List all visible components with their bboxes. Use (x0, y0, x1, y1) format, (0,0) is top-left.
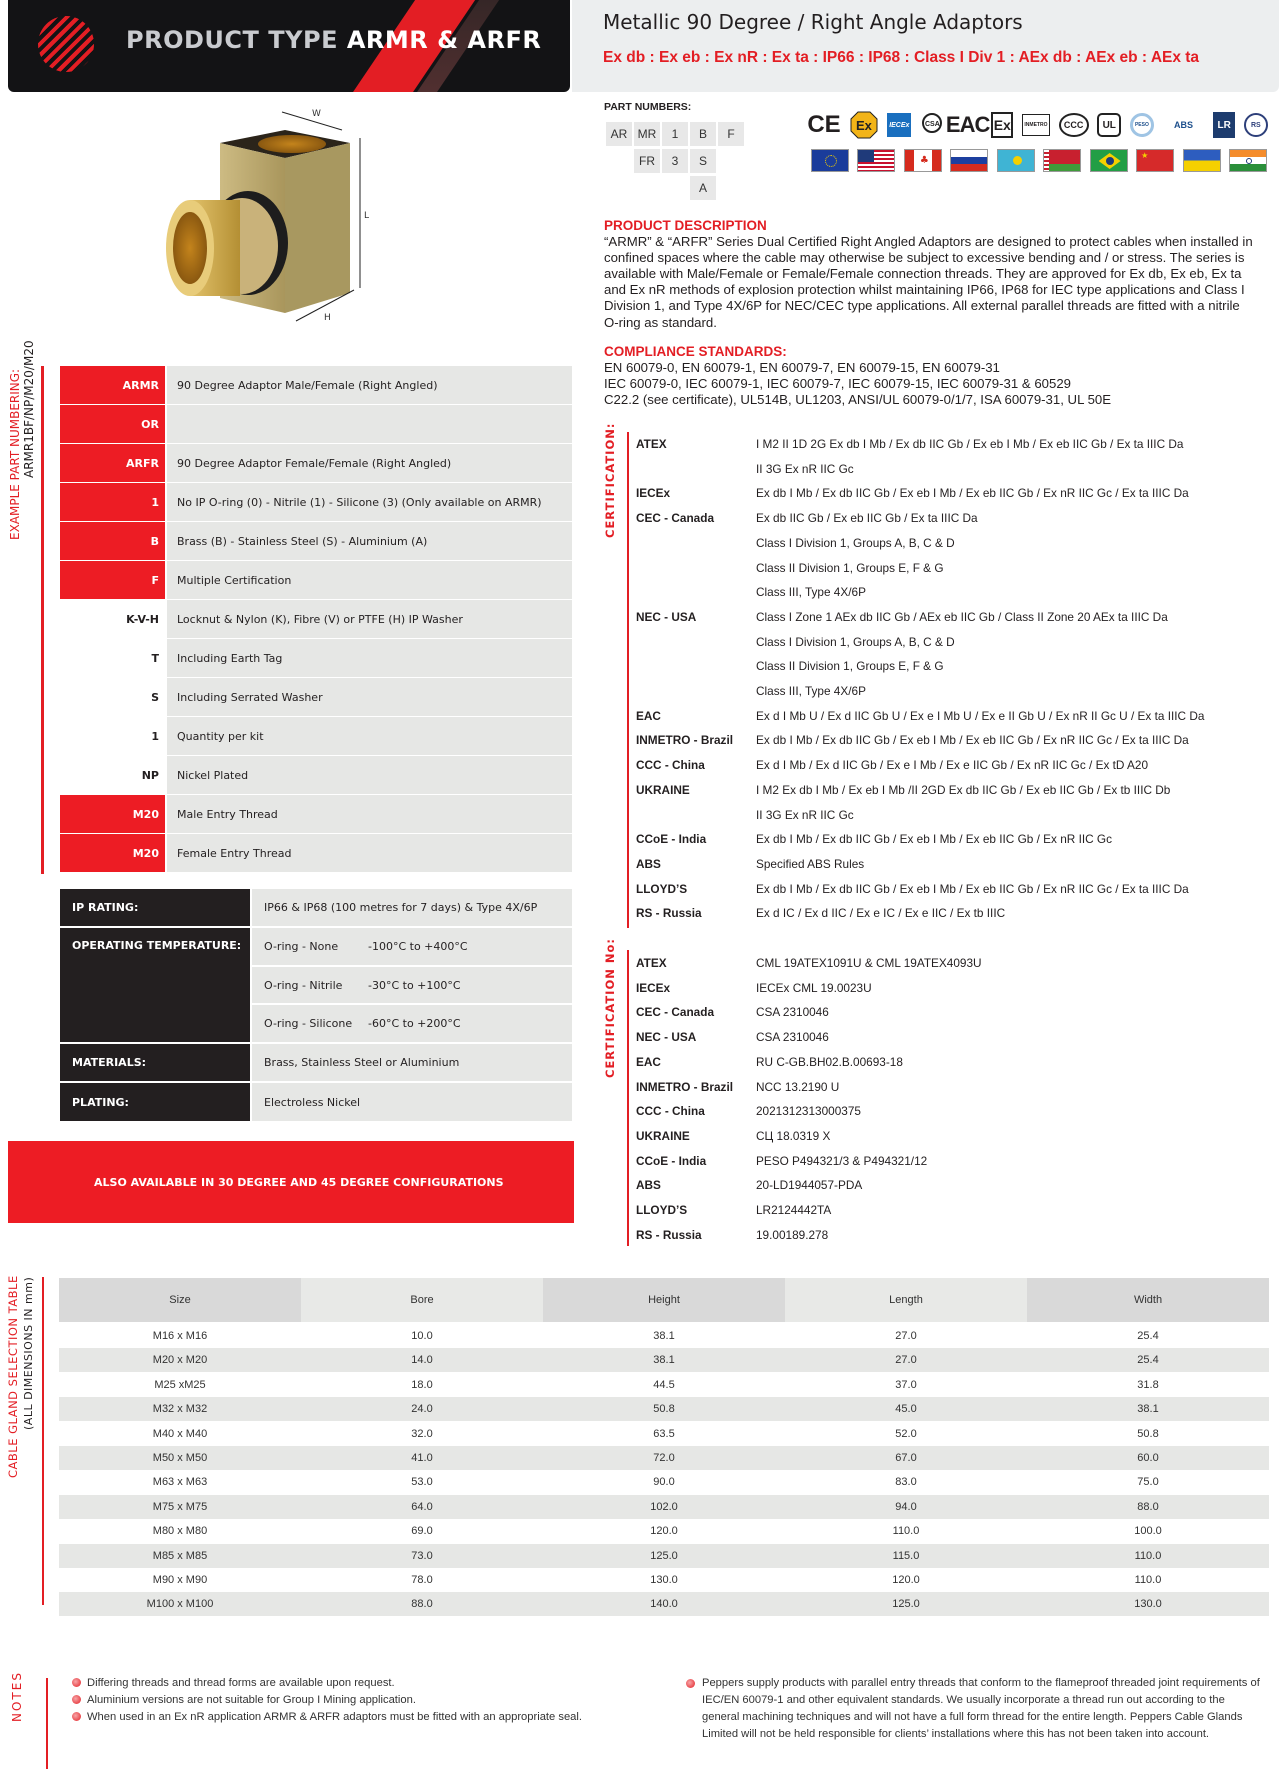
part-code: ARMR (60, 366, 165, 404)
part-code: OR (60, 405, 165, 443)
table-cell: 53.0 (411, 1476, 433, 1489)
bullet-icon (686, 1679, 695, 1688)
part-code-description (167, 405, 572, 443)
certification-body: ATEX (636, 437, 667, 451)
ex-icon: Ex (991, 112, 1013, 138)
column-header: Bore (301, 1278, 543, 1322)
temperature-list (252, 928, 572, 1042)
certification-value: Class I Division 1, Groups A, B, C & D (756, 634, 955, 649)
table-cell: 41.0 (411, 1452, 433, 1464)
certification-body: RS - Russia (636, 906, 702, 921)
table-cell: 115.0 (892, 1549, 920, 1562)
certification-body: ATEX (636, 956, 667, 970)
table-cell: 88.0 (1137, 1500, 1159, 1513)
title-box (572, 0, 1279, 92)
bullet-icon (72, 1678, 81, 1687)
table-cell: M75 x M75 (152, 1500, 208, 1513)
part-numbering-row (60, 756, 572, 794)
table-cell: 31.8 (1137, 1378, 1159, 1391)
temperature-item (252, 967, 572, 1004)
china-flag-icon: ★ (1136, 149, 1174, 172)
table-cell: M85 x M85 (152, 1549, 208, 1562)
temperature-range: -30°C to +100°C (368, 978, 461, 992)
table-cell: 140.0 (650, 1598, 678, 1611)
table-row (59, 1422, 1269, 1446)
part-code: S (60, 678, 165, 716)
part-code-description: Brass (B) - Stainless Steel (S) - Aluminium (A) (167, 522, 572, 560)
part-numbers-grid (604, 122, 754, 202)
certification-value: CSA 2310046 (756, 1030, 829, 1045)
ip-rating-label: IP RATING: (60, 889, 250, 926)
table-row (59, 1470, 1269, 1494)
product-description (604, 218, 1254, 331)
part-numbering-row (60, 483, 572, 521)
table-cell: M63 x M63 (152, 1476, 208, 1489)
note-item (72, 1675, 682, 1692)
part-code-cell: F (718, 122, 744, 146)
table-cell: 60.0 (1137, 1452, 1159, 1464)
product-description-title: PRODUCT DESCRIPTION (604, 218, 767, 233)
certification-body: UKRAINE (636, 782, 690, 797)
note-item (72, 1692, 682, 1709)
part-code-description: Male Entry Thread (167, 795, 572, 833)
certification-value: Specified ABS Rules (756, 856, 865, 871)
table-cell: 94.0 (895, 1500, 917, 1513)
column-header: Height (543, 1278, 785, 1322)
dim-h-label: H (324, 313, 331, 323)
certification-value: PESO P494321/3 & P494321/12 (756, 1153, 928, 1168)
brand-logo-icon (38, 16, 94, 72)
certification-value: I M2 II 1D 2G Ex db I Mb / Ex db IIC Gb / Ex eb I Mb / Ex eb IIC Gb / Ex ta IIIC Da (756, 437, 1184, 451)
table-cell: 72.0 (653, 1452, 675, 1464)
certification-value: 19.00189.278 (756, 1227, 829, 1242)
part-numbering-row (60, 600, 572, 638)
certification-value: Ex db IIC Gb / Ex eb IIC Gb / Ex ta IIIC Da (756, 511, 978, 526)
notes-left-list (72, 1675, 682, 1726)
ccc-icon: CCC (1059, 113, 1089, 137)
plating-row (60, 1083, 572, 1121)
table-cell: 37.0 (895, 1378, 917, 1391)
part-code-cell: MR (634, 122, 660, 146)
part-code: B (60, 522, 165, 560)
table-cell: 100.0 (1134, 1525, 1162, 1538)
adaptor-illustration (160, 108, 460, 328)
certification-body: CCC - China (636, 758, 705, 773)
part-numbering-row (60, 366, 572, 404)
materials-value: Brass, Stainless Steel or Aluminium (252, 1044, 572, 1081)
table-cell: 27.0 (895, 1330, 917, 1342)
table-row (59, 1373, 1269, 1397)
peso-icon: PESO (1130, 113, 1154, 137)
table-cell: 18.0 (411, 1378, 433, 1391)
inmetro-icon: INMETRO (1022, 114, 1050, 136)
note-text: When used in an Ex nR application ARMR & ARFR adaptors must be fitted with an appropriate seal. (87, 1711, 582, 1723)
table-cell: M20 x M20 (152, 1354, 208, 1367)
certification-no-label: CERTIFICATION No: (603, 938, 617, 1078)
certification-value: CML 19ATEX1091U & CML 19ATEX4093U (756, 956, 982, 970)
product-type-prefix: PRODUCT TYPE (126, 26, 338, 54)
table-cell: 10.0 (411, 1330, 433, 1342)
table-cell: M32 x M32 (152, 1403, 208, 1416)
table-row (59, 1544, 1269, 1568)
certification-body: CEC - Canada (636, 1005, 715, 1020)
russia-flag-icon (950, 149, 988, 172)
gland-table-sublabel: (ALL DIMENSIONS IN mm) (22, 1276, 35, 1430)
certification-value: Class III, Type 4X/6P (756, 585, 866, 600)
certification-body: EAC (636, 708, 661, 723)
page-title: Metallic 90 Degree / Right Angle Adaptors (603, 10, 1023, 34)
certification-no-accent-bar (627, 950, 629, 1246)
iecex-icon: IECEx (887, 113, 911, 137)
atex-ex-icon (849, 110, 879, 140)
part-code: M20 (60, 795, 165, 833)
certification-body: INMETRO - Brazil (636, 733, 734, 748)
part-numbering-row (60, 405, 572, 443)
part-code-description: Including Serrated Washer (167, 678, 572, 716)
part-code: NP (60, 756, 165, 794)
certification-accent-bar (627, 432, 629, 928)
certification-value: Class I Zone 1 AEx db IIC Gb / AEx eb IIC Gb / Class II Zone 20 AEx ta IIIC Da (756, 609, 1168, 624)
column-header: Width (1027, 1278, 1269, 1322)
ip-rating-value: IP66 & IP68 (100 metres for 7 days) & Type 4X/6P (252, 889, 572, 926)
table-cell: M16 x M16 (152, 1330, 208, 1342)
compliance-line: IEC 60079-0, IEC 60079-1, IEC 60079-7, IEC 60079-15, IEC 60079-31 & 60529 (604, 376, 1071, 392)
table-cell: 64.0 (411, 1500, 433, 1513)
notes-accent-bar (46, 1678, 48, 1769)
notes-label: NOTES (10, 1671, 24, 1722)
table-cell: 14.0 (411, 1354, 433, 1367)
certification-value: 2021312313000375 (756, 1104, 861, 1119)
certification-body: LLOYD’S (636, 1203, 688, 1217)
table-cell: 50.8 (1137, 1427, 1159, 1440)
table-cell: 110.0 (1134, 1549, 1162, 1562)
bullet-icon (72, 1712, 81, 1721)
part-code-description: Locknut & Nylon (K), Fibre (V) or PTFE (H) IP Washer (167, 600, 572, 638)
certification-body: IECEx (636, 486, 671, 501)
part-code-cell: AR (606, 122, 632, 146)
certification-body: RS - Russia (636, 1227, 702, 1242)
kazakhstan-flag-icon (997, 149, 1035, 172)
table-cell: 125.0 (650, 1549, 678, 1562)
certification-body: IECEx (636, 980, 671, 995)
table-cell: 32.0 (411, 1427, 433, 1440)
table-cell: 50.8 (653, 1403, 675, 1416)
note-item (72, 1709, 682, 1726)
table-cell: M50 x M50 (152, 1452, 208, 1464)
plating-value: Electroless Nickel (252, 1083, 572, 1121)
ukraine-flag-icon (1183, 149, 1221, 172)
table-cell: M90 x M90 (152, 1574, 208, 1586)
certification-body: CCoE - India (636, 1153, 707, 1168)
table-cell: 38.1 (1137, 1403, 1159, 1416)
certification-value: RU C-GB.BH02.B.00693-18 (756, 1054, 903, 1069)
materials-row (60, 1044, 572, 1081)
part-code-description: Multiple Certification (167, 561, 572, 599)
part-numbering-row (60, 561, 572, 599)
table-cell: M100 x M100 (146, 1598, 214, 1611)
part-numbering-row (60, 639, 572, 677)
table-cell: 90.0 (653, 1476, 675, 1489)
csa-icon (920, 110, 944, 140)
part-code: F (60, 561, 165, 599)
table-cell: 45.0 (895, 1403, 917, 1416)
compliance-line: EN 60079-0, EN 60079-1, EN 60079-7, EN 60079-15, EN 60079-31 (604, 360, 1000, 376)
country-flags (811, 149, 1267, 173)
product-type-codes: ARMR & ARFR (346, 26, 542, 54)
table-cell: 110.0 (892, 1525, 920, 1538)
canada-flag-icon: ♣ (904, 149, 942, 172)
table-cell: 27.0 (895, 1354, 917, 1367)
ul-icon: UL (1097, 113, 1121, 137)
table-cell: M80 x M80 (152, 1525, 208, 1538)
product-type-title (126, 26, 541, 54)
gland-table-accent-bar (42, 1277, 44, 1605)
certification-value: Ex d I Mb U / Ex d IIC Gb U / Ex e I Mb U / Ex e II Gb U / Ex nR II Gc U / Ex ta IIIC Da (756, 708, 1205, 723)
certification-value: Class I Division 1, Groups A, B, C & D (756, 535, 955, 550)
table-cell: M25 xM25 (154, 1378, 206, 1391)
part-code-description: 90 Degree Adaptor Female/Female (Right Angled) (167, 444, 572, 482)
certification-label: CERTIFICATION: (603, 422, 617, 538)
part-code-description: Female Entry Thread (167, 834, 572, 872)
product-image (160, 108, 460, 328)
table-row (59, 1446, 1269, 1470)
also-available-banner: ALSO AVAILABLE IN 30 DEGREE AND 45 DEGREE CONFIGURATIONS (8, 1141, 574, 1223)
part-code-cell: B (690, 122, 716, 146)
part-numbering-accent-bar (41, 366, 44, 874)
table-cell: 75.0 (1137, 1476, 1159, 1489)
csa-text: CSA (924, 121, 940, 128)
table-cell: 88.0 (411, 1598, 433, 1611)
table-cell: 25.4 (1137, 1330, 1159, 1342)
table-cell: 130.0 (650, 1574, 678, 1586)
certification-body: NEC - USA (636, 609, 697, 624)
temperature-range: -60°C to +200°C (368, 1017, 461, 1031)
note-text: Peppers supply products with parallel entry threads that conform to the flameproof threaded joint requirements of IEC/EN 60079-1 and other equivalent standards. We usually incorporate a thread run out according to the general machining techniques and will not have a full form thread for the entire length. Peppers Cable Glands Limited will not be held responsible for clients’ installations where this has not been taken into account. (702, 1677, 1260, 1740)
table-row (59, 1324, 1269, 1348)
atex-ex-text: Ex (855, 118, 872, 133)
certification-value: Class II Division 1, Groups E, F & G (756, 560, 944, 575)
certification-body: LLOYD’S (636, 881, 688, 896)
table-cell: 67.0 (895, 1452, 917, 1464)
certification-value: II 3G Ex nR IIC Gc (756, 807, 854, 822)
part-code: 1 (60, 717, 165, 755)
dim-w-label: W (312, 109, 321, 119)
notes-right (686, 1675, 1264, 1743)
certification-value: LR2124442TA (756, 1203, 832, 1217)
protection-types: Ex db : Ex eb : Ex nR : Ex ta : IP66 : IP68 : Class I Div 1 : AEx db : AEx eb : AEx ta (603, 49, 1200, 66)
table-cell: 73.0 (411, 1549, 433, 1562)
india-flag-icon (1229, 149, 1267, 172)
compliance-standards (604, 344, 1254, 408)
table-row (59, 1495, 1269, 1519)
table-cell: 130.0 (1134, 1598, 1162, 1611)
part-code: T (60, 639, 165, 677)
note-text: Aluminium versions are not suitable for Group I Mining application. (87, 1694, 416, 1706)
part-code-cell: 1 (662, 122, 688, 146)
table-cell: 44.5 (653, 1378, 675, 1391)
temperature-range: -100°C to +400°C (368, 939, 468, 953)
materials-label: MATERIALS: (60, 1044, 250, 1081)
column-header: Size (59, 1278, 301, 1322)
abs-icon: ABS (1174, 120, 1194, 130)
certification-value: Ex d I Mb / Ex d IIC Gb / Ex e I Mb / Ex e IIC Gb / Ex nR IIC Gc / Ex tD A20 (756, 758, 1149, 773)
part-code: ARFR (60, 444, 165, 482)
example-part-numbering-label: EXAMPLE PART NUMBERING: (8, 368, 22, 540)
certification-value: IECEx CML 19.0023U (756, 980, 872, 995)
certification-value: 20-LD1944057-PDA (756, 1178, 863, 1193)
certification-body: ABS (636, 856, 661, 871)
russian-register-icon: RS (1244, 113, 1268, 137)
table-cell: 24.0 (411, 1403, 433, 1416)
part-code-description: Quantity per kit (167, 717, 572, 755)
brazil-flag-icon (1090, 149, 1128, 172)
part-code-cell: S (690, 149, 716, 173)
oring-type: O-ring - Silicone (264, 1017, 353, 1031)
part-numbering-row (60, 834, 572, 872)
part-numbering-row (60, 678, 572, 716)
usa-flag-icon (857, 149, 895, 172)
column-header: Length (785, 1278, 1027, 1322)
table-cell: 38.1 (653, 1330, 675, 1342)
part-numbering-row (60, 795, 572, 833)
certification-body: EAC (636, 1054, 661, 1069)
table-row (59, 1519, 1269, 1543)
table-cell: 120.0 (892, 1574, 920, 1586)
part-numbering-row (60, 522, 572, 560)
temperature-item (252, 1005, 572, 1042)
dim-l-label: L (364, 211, 370, 221)
ce-mark-icon: CE (807, 111, 841, 138)
certification-value: Ex d IC / Ex d IIC / Ex e IC / Ex e IIC / Ex tb IIIC (756, 906, 1006, 921)
certification-value: NCC 13.2190 U (756, 1079, 840, 1094)
certification-value: Ex db I Mb / Ex db IIC Gb / Ex eb I Mb / Ex eb IIC Gb / Ex nR IIC Gc / Ex ta IIIC Da (756, 733, 1189, 748)
part-numbers-label: PART NUMBERS: (604, 101, 692, 113)
belarus-flag-icon (1043, 149, 1081, 172)
operating-temperature-label: OPERATING TEMPERATURE: (60, 928, 250, 1042)
table-cell: 120.0 (650, 1525, 678, 1538)
table-cell: 78.0 (411, 1574, 433, 1586)
note-text: Differing threads and thread forms are available upon request. (87, 1677, 395, 1689)
ip-rating-row (60, 889, 572, 926)
certification-value: Class II Division 1, Groups E, F & G (756, 659, 944, 674)
part-code: K-V-H (60, 600, 165, 638)
part-code-cell: A (690, 176, 716, 200)
operating-temperature-row (60, 928, 572, 1042)
certification-body: INMETRO - Brazil (636, 1079, 734, 1094)
certification-body: NEC - USA (636, 1030, 697, 1045)
table-row (59, 1348, 1269, 1372)
table-cell: M40 x M40 (152, 1427, 208, 1440)
part-code: 1 (60, 483, 165, 521)
eu-flag-icon (811, 149, 849, 172)
oring-type: O-ring - None (264, 939, 339, 953)
certification-value: Ex db I Mb / Ex db IIC Gb / Ex eb I Mb / Ex eb IIC Gb / Ex nR IIC Gc / Ex ta IIIC Da (756, 486, 1189, 501)
part-code: M20 (60, 834, 165, 872)
certification-value: Ex db I Mb / Ex db IIC Gb / Ex eb I Mb / Ex eb IIC Gb / Ex nR IIC Gc / Ex ta IIIC Da (756, 881, 1189, 896)
eac-icon: EAC (945, 112, 990, 137)
table-row (59, 1397, 1269, 1421)
table-cell: 125.0 (892, 1598, 920, 1611)
part-code-cell: FR (634, 149, 660, 173)
certification-body: CCC - China (636, 1104, 705, 1119)
part-code-description: 90 Degree Adaptor Male/Female (Right Angled) (167, 366, 572, 404)
part-code-description: Including Earth Tag (167, 639, 572, 677)
temperature-item (252, 928, 572, 965)
example-part-number: ARMR1BF/NP/M20/M20 (22, 340, 36, 478)
certification-value: Class III, Type 4X/6P (756, 684, 866, 698)
table-cell: 83.0 (895, 1476, 917, 1489)
lloyds-register-icon: LR (1213, 112, 1235, 138)
table-cell: 52.0 (895, 1427, 917, 1440)
product-description-text: “ARMR” & “ARFR” Series Dual Certified Right Angled Adaptors are designed to protect cables when installed in confined spaces where the cable may otherwise be subject to excessive bending and / or stress. The series is available with Male/Female or Female/Female connection threads. They are approved for Ex db, Ex eb, Ex ta and Ex nR methods of explosion protection whilst maintaining IP66, IP68 for IEC type applications and Class I Division 1, and Type 4X/6P for NEC/CEC type applications. All external parallel threads are fitted with a nitrile O-ring as standard. (604, 234, 1253, 330)
plating-label: PLATING: (60, 1083, 250, 1121)
table-cell: 25.4 (1137, 1354, 1159, 1367)
table-cell: 102.0 (650, 1500, 678, 1513)
oring-type: O-ring - Nitrile (264, 978, 343, 992)
certification-value: I M2 Ex db I Mb / Ex eb I Mb /II 2GD Ex db IIC Gb / Ex eb IIC Gb / Ex tb IIIC Db (756, 782, 1171, 797)
table-row (59, 1592, 1269, 1616)
part-code-description: Nickel Plated (167, 756, 572, 794)
table-row (59, 1568, 1269, 1592)
bullet-icon (72, 1695, 81, 1704)
certification-value: Ex db I Mb / Ex db IIC Gb / Ex eb I Mb / Ex eb IIC Gb / Ex nR IIC Gc (756, 832, 1112, 847)
part-numbering-row (60, 717, 572, 755)
table-cell: 38.1 (653, 1354, 675, 1367)
gland-table-label: CABLE GLAND SELECTION TABLE (6, 1275, 20, 1478)
table-cell: 69.0 (411, 1525, 433, 1538)
product-type-banner (8, 0, 570, 92)
part-code-cell: 3 (662, 149, 688, 173)
compliance-line: C22.2 (see certificate), UL514B, UL1203, ANSI/UL 60079-0/1/7, ISA 60079-31, UL 50E (604, 392, 1112, 408)
certification-body: ABS (636, 1178, 661, 1193)
table-cell: 110.0 (1134, 1574, 1162, 1586)
certification-value: CSA 2310046 (756, 1005, 829, 1020)
compliance-title: COMPLIANCE STANDARDS: (604, 344, 787, 359)
certification-body: CEC - Canada (636, 511, 715, 526)
table-cell: 63.5 (653, 1427, 675, 1440)
certification-logos (808, 108, 1268, 142)
part-numbering-row (60, 444, 572, 482)
certification-body: CCoE - India (636, 832, 707, 847)
certification-value: СЦ 18.0319 X (756, 1128, 831, 1143)
certification-body: UKRAINE (636, 1128, 690, 1143)
certification-value: II 3G Ex nR IIC Gc (756, 461, 854, 476)
part-code-description: No IP O-ring (0) - Nitrile (1) - Silicone (3) (Only available on ARMR) (167, 483, 572, 521)
